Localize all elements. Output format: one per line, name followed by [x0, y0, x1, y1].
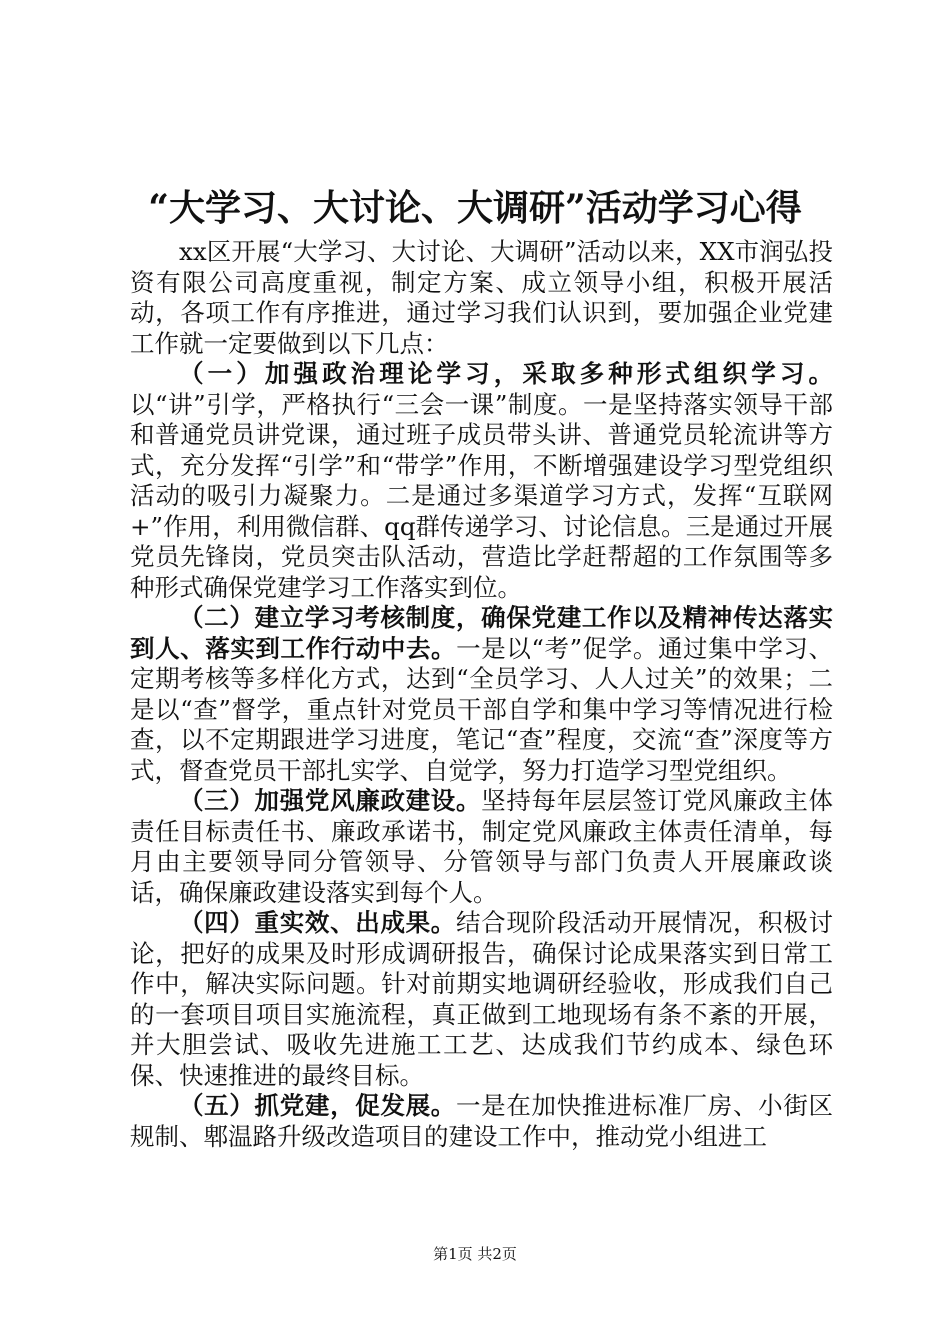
- section-text-1: 以“讲”引学，严格执行“三会一课”制度。一是坚持落实领导干部和普通党员讲党课，通过班子成员带头讲、普通党员轮流讲等方式，充分发挥“引学”和“带学”作用，不断增强建设学习型党组织活动的吸引力凝聚力。二是通过多渠道学习方式，发挥“互联网+”作用，利用微信群、qq群传递学习、讨论信息。三是通过开展党员先锋岗，党员突击队活动，营造比学赶帮超的工作氛围等多种形式确保党建学习工作落实到位。: [130, 389, 833, 602]
- section-paragraph-3: [130, 786, 833, 908]
- section-heading-3: （三）加强党风廉政建设。: [179, 786, 482, 815]
- section-paragraph-2: [130, 603, 833, 786]
- section-paragraph-1: [130, 359, 833, 603]
- document-title: “大学习、大讨论、大调研”活动学习心得: [148, 187, 802, 229]
- section-heading-5: （五）抓党建，促发展。: [179, 1091, 456, 1120]
- section-heading-2: （二）建立学习考核制度，确保党建工作以及精神传达落实到人、落实到工作行动中去。: [130, 603, 833, 663]
- section-text-5: 一是在加快推进标准厂房、小街区规制、郫温路升级改造项目的建设工作中，推动党小组进工: [130, 1091, 834, 1151]
- section-text-2: 一是以“考”促学。通过集中学习、定期考核等多样化方式，达到“全员学习、人人过关”的效果；二是以“查”督学，重点针对党员干部自学和集中学习等情况进行检查，以不定期跟进学习进度，笔记“查”程度，交流“查”深度等方式，督查党员干部扎实学、自觉学，努力打造学习型党组织。: [130, 633, 833, 785]
- section-text-3: 坚持每年层层签订党风廉政主体责任目标责任书、廉政承诺书，制定党风廉政主体责任清单，每月由主要领导同分管领导、分管领导与部门负责人开展廉政谈话，确保廉政建设落实到每个人。: [130, 786, 834, 907]
- intro-paragraph: xx区开展“大学习、大讨论、大调研”活动以来，XX市润弘投资有限公司高度重视，制定方案、成立领导小组，积极开展活动，各项工作有序推进，通过学习我们认识到，要加强企业党建工作就一定要做到以下几点：: [130, 237, 833, 358]
- document-body: [130, 237, 833, 1152]
- section-paragraph-5: [130, 1091, 833, 1152]
- section-text-4: 结合现阶段活动开展情况，积极讨论，把好的成果及时形成调研报告，确保讨论成果落实到日常工作中，解决实际问题。针对前期实地调研经验收，形成我们自己的一套项目项目实施流程，真正做到工地现场有条不紊的开展，并大胆尝试、吸收先进施工工艺、达成我们节约成本、绿色环保、快速推进的最终目标。: [130, 908, 834, 1090]
- section-heading-4: （四）重实效、出成果。: [179, 908, 456, 937]
- page-number-footer: 第1页 共2页: [433, 1245, 517, 1263]
- section-heading-1: （一）加强政治理论学习，采取多种形式组织学习。: [179, 359, 833, 388]
- section-paragraph-4: [130, 908, 833, 1091]
